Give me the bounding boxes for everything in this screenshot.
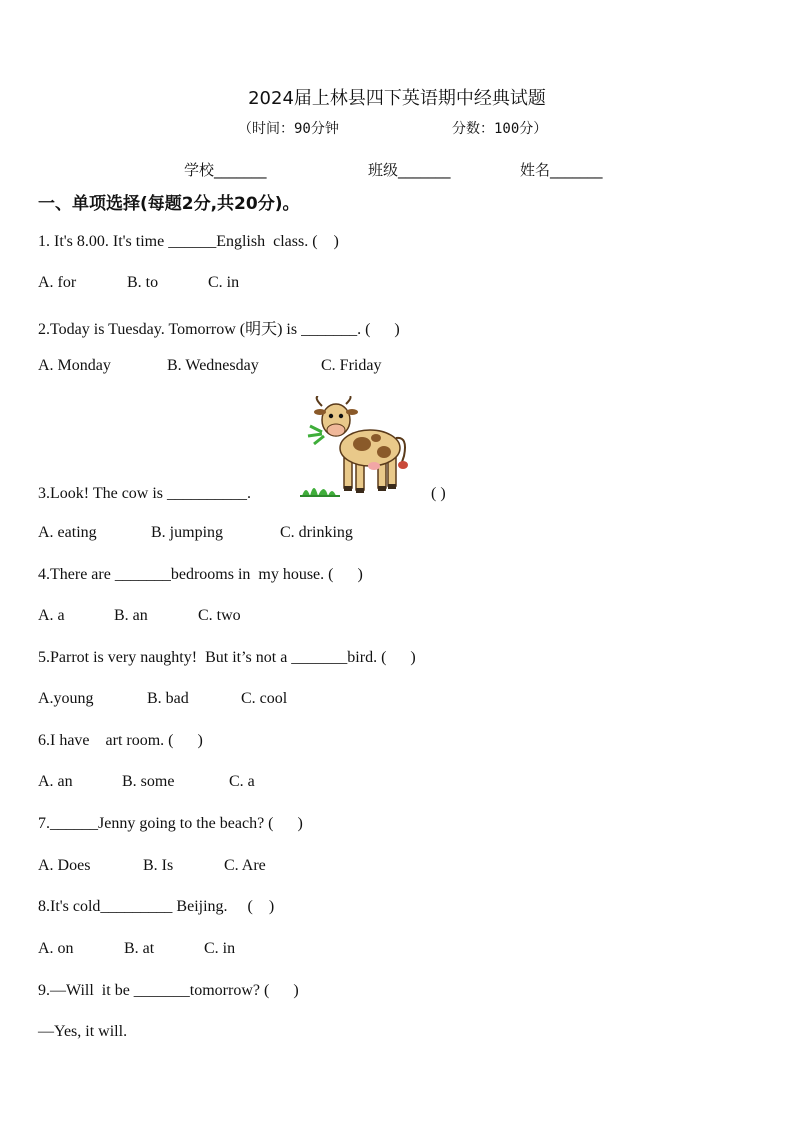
question-2: 2.Today is Tuesday. Tomorrow (明天) is _______. ( ) bbox=[38, 321, 400, 338]
option-2a: A. Monday bbox=[38, 357, 111, 374]
exam-score: 分数：100分） bbox=[452, 121, 548, 137]
name-field: 姓名_______ bbox=[520, 161, 603, 179]
option-4c: C. two bbox=[198, 607, 241, 624]
option-5a: A.young bbox=[38, 690, 94, 707]
question-1: 1. It's 8.00. It's time ______English class. ( ) bbox=[38, 233, 339, 250]
class-field: 班级_______ bbox=[368, 161, 451, 179]
school-field: 学校_______ bbox=[184, 161, 267, 179]
option-6b: B. some bbox=[122, 773, 175, 790]
option-7b: B. Is bbox=[143, 857, 174, 874]
option-7c: C. Are bbox=[224, 857, 266, 874]
option-5b: B. bad bbox=[147, 690, 189, 707]
question-8: 8.It's cold_________ Beijing. ( ) bbox=[38, 898, 275, 915]
option-4b: B. an bbox=[114, 607, 148, 624]
section-heading: 一、单项选择(每题2分,共20分)。 bbox=[38, 194, 300, 214]
question-3: 3.Look! The cow is __________. bbox=[38, 485, 252, 502]
option-3c: C. drinking bbox=[280, 524, 353, 541]
option-3a: A. eating bbox=[38, 524, 97, 541]
option-8c: C. in bbox=[204, 940, 236, 957]
cow-icon bbox=[300, 396, 420, 500]
question-7: 7.______Jenny going to the beach? ( ) bbox=[38, 815, 303, 832]
question-9: 9.—Will it be _______tomorrow? ( ) bbox=[38, 982, 299, 999]
option-8a: A. on bbox=[38, 940, 74, 957]
exam-time: （时间：90分钟 bbox=[238, 121, 339, 137]
page-title: 2024届上林县四下英语期中经典试题 bbox=[248, 88, 546, 109]
option-1b: B. to bbox=[127, 274, 159, 291]
option-8b: B. at bbox=[124, 940, 155, 957]
option-1c: C. in bbox=[208, 274, 240, 291]
option-7a: A. Does bbox=[38, 857, 91, 874]
answer-line: —Yes, it will. bbox=[38, 1023, 128, 1040]
option-2c: C. Friday bbox=[321, 357, 382, 374]
question-6: 6.I have art room. ( ) bbox=[38, 732, 203, 749]
option-6c: C. a bbox=[229, 773, 255, 790]
option-4a: A. a bbox=[38, 607, 65, 624]
question-5: 5.Parrot is very naughty! But it’s not a _______bird. ( ) bbox=[38, 649, 416, 666]
option-5c: C. cool bbox=[241, 690, 288, 707]
option-3b: B. jumping bbox=[151, 524, 224, 541]
question-3-answer-paren: ( ) bbox=[431, 485, 446, 502]
option-2b: B. Wednesday bbox=[167, 357, 259, 374]
option-6a: A. an bbox=[38, 773, 73, 790]
question-4: 4.There are _______bedrooms in my house. ( ) bbox=[38, 566, 363, 583]
option-1a: A. for bbox=[38, 274, 77, 291]
